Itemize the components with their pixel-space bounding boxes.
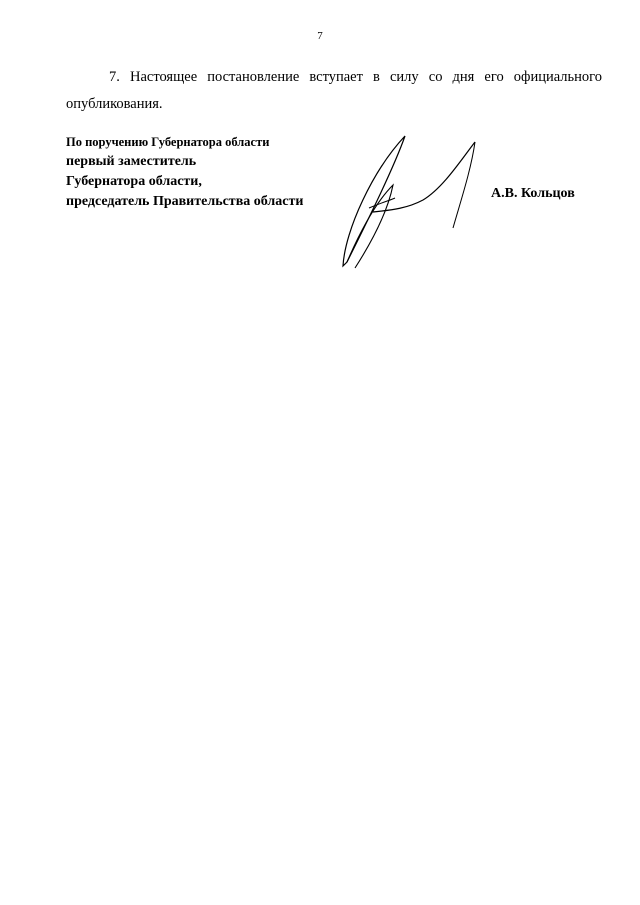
page-number: 7 bbox=[317, 30, 323, 42]
signature-block-line-4: председатель Правительства области bbox=[66, 194, 304, 209]
signature-block-line-1: По поручению Губернатора области bbox=[66, 135, 270, 149]
signer-name: А.В. Кольцов bbox=[491, 186, 575, 201]
signature-block-line-2: первый заместитель bbox=[66, 154, 197, 169]
paragraph-7: 7. Настоящее постановление вступает в силу со дня его официального опубликования. bbox=[66, 69, 602, 112]
signature-block bbox=[66, 132, 303, 212]
handwritten-signature bbox=[333, 130, 483, 272]
signature-block-line-3: Губернатора области, bbox=[66, 174, 202, 189]
